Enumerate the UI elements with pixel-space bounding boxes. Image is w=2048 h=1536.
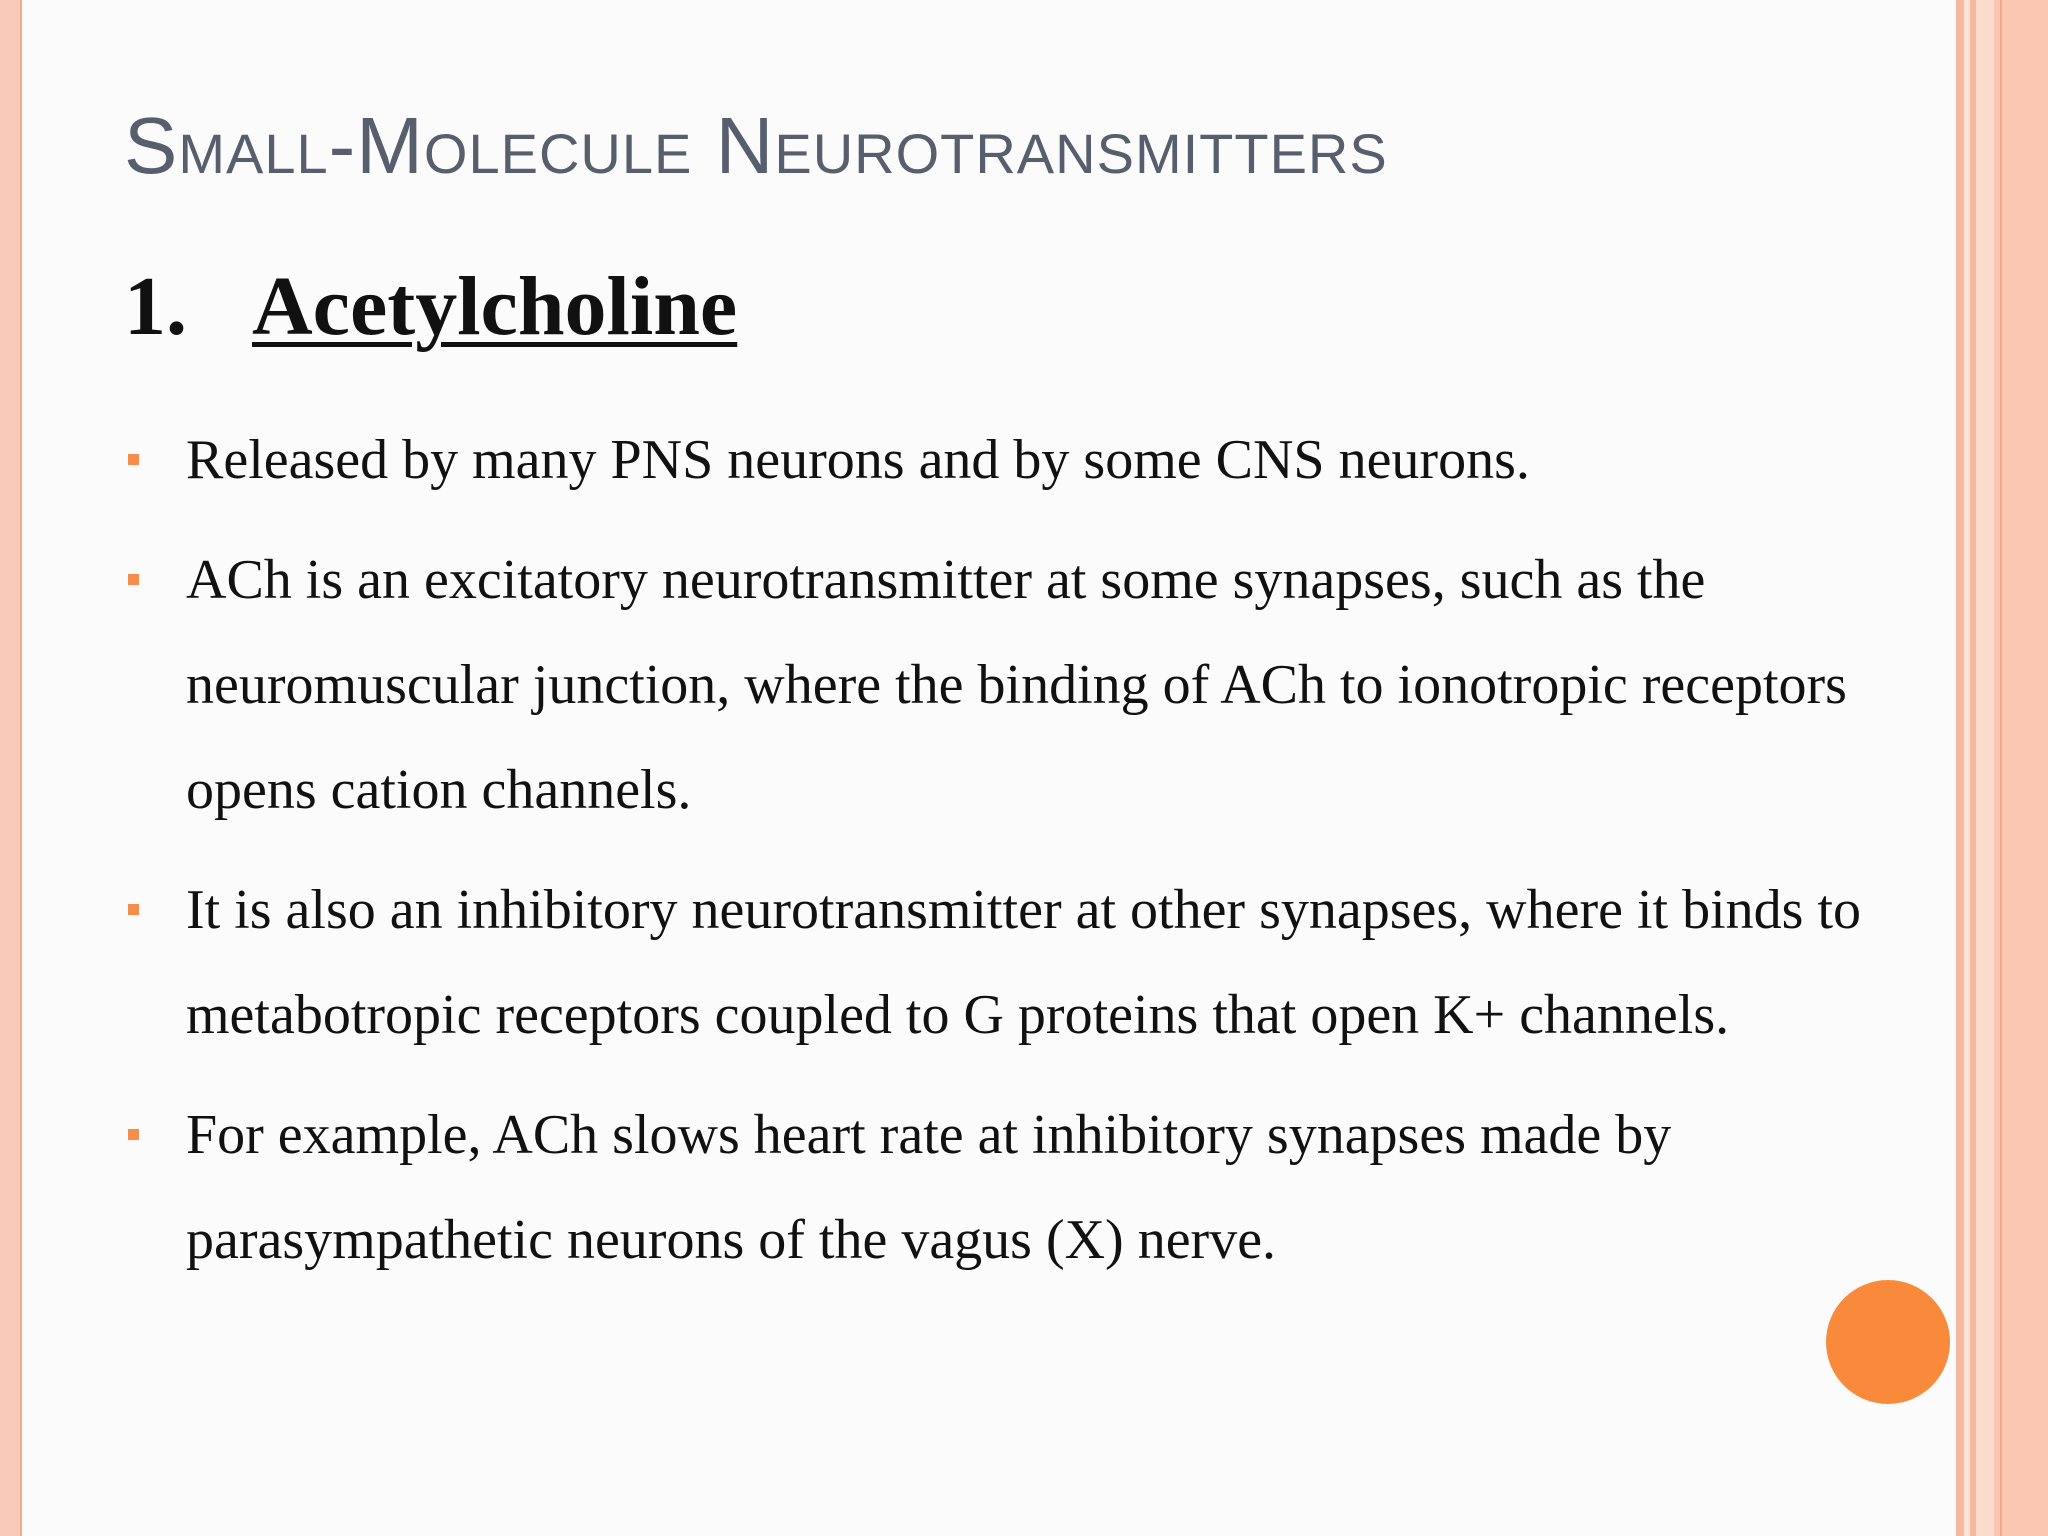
- section-heading-text: Acetylcholine: [252, 260, 738, 353]
- section-number: 1.: [124, 260, 187, 353]
- square-bullet-icon: [128, 904, 139, 915]
- square-bullet-icon: [128, 454, 139, 465]
- bullet-item: [124, 1083, 1904, 1293]
- square-bullet-icon: [128, 1129, 139, 1140]
- left-border-stripe: [0, 0, 20, 1536]
- right-border-line: [2000, 0, 2002, 1536]
- bullet-item: [124, 528, 1904, 843]
- bullet-text: Released by many PNS neurons and by some CNS neurons.: [186, 429, 1530, 491]
- right-border-stripe: [1956, 0, 1964, 1536]
- square-bullet-icon: [128, 574, 139, 585]
- orange-circle-decoration: [1826, 1280, 1950, 1404]
- bullet-text: It is also an inhibitory neurotransmitter at other synapses, where it binds to metabotropic receptors coupled to G proteins that open K+ channels.: [186, 879, 1861, 1046]
- bullet-text: For example, ACh slows heart rate at inhibitory synapses made by parasympathetic neurons of the vagus (X) nerve.: [186, 1104, 1672, 1271]
- right-border-band: [1976, 0, 1994, 1536]
- right-border-band: [1994, 0, 2048, 1536]
- bullet-item: [124, 858, 1904, 1068]
- left-border-line: [20, 0, 22, 1536]
- bullet-item: [124, 408, 1904, 513]
- bullet-text: ACh is an excitatory neurotransmitter at some synapses, such as the neuromuscular junction, where the binding of ACh to ionotropic receptors opens cation channels.: [186, 549, 1847, 821]
- bullet-list: [124, 408, 1904, 1308]
- section-heading: [124, 258, 737, 355]
- slide-title: Small-Molecule Neurotransmitters: [124, 101, 1388, 190]
